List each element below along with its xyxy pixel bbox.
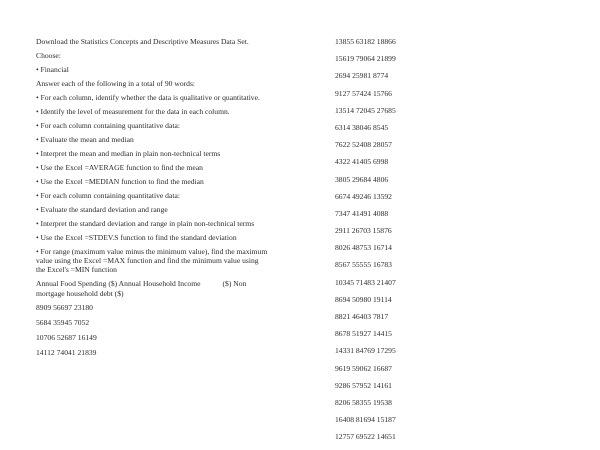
bullet-range-function: • For range (maximum value minus the minimum value), find the maximum value using the Excel =MAX function and find the minimum value using the Excel's =MIN function	[36, 247, 268, 275]
choose-label: Choose:	[36, 51, 61, 60]
data-row: 14331 84769 17295	[335, 346, 396, 356]
bullet-financial: • Financial	[36, 65, 69, 74]
data-row: 13514 72045 27685	[335, 105, 396, 115]
data-row: 10706 52687 16149	[36, 333, 97, 343]
data-row: 6674 49246 13592	[335, 191, 392, 201]
data-row: 8206 58355 19538	[335, 397, 392, 407]
data-row: 5684 35945 7052	[36, 317, 90, 327]
right-column	[335, 37, 455, 450]
data-row: 8694 50980 19114	[335, 294, 392, 304]
data-row: 7347 41491 4088	[335, 208, 389, 218]
data-row: 9127 57424 15766	[335, 88, 392, 98]
data-row: 9619 59062 16687	[335, 363, 392, 373]
data-row: 8678 51927 14415	[335, 329, 392, 339]
bullet-interpret-std-range: • Interpret the standard deviation and range in plain non-technical terms	[36, 219, 255, 228]
bullet-quantitative-columns-2: • For each column containing quantitative data:	[36, 191, 180, 200]
data-row: 2911 26703 15876	[335, 226, 392, 236]
data-header	[36, 279, 268, 297]
bullet-qualitative-quantitative: • For each column, identify whether the data is qualitative or quantitative.	[36, 93, 260, 102]
bullet-interpret-mean-median: • Interpret the mean and median in plain non-technical terms	[36, 149, 221, 158]
data-row: 7622 52408 28057	[335, 140, 392, 150]
data-header-part2: ($) Non mortgage household debt ($)	[36, 279, 247, 298]
data-header-part1: Annual Food Spending ($) Annual Household Income	[36, 279, 201, 289]
data-row: 12757 69522 14651	[335, 432, 396, 442]
data-row: 8567 55555 16783	[335, 260, 392, 270]
data-row: 13855 63182 18866	[335, 37, 396, 46]
left-column	[36, 37, 268, 363]
bullet-quantitative-columns-1: • For each column containing quantitative data:	[36, 121, 180, 130]
data-row: 4322 41405 6998	[335, 157, 389, 167]
data-row: 16408 81694 15187	[335, 415, 396, 425]
data-row: 9286 57952 14161	[335, 380, 392, 390]
data-row: 8909 56697 23180	[36, 302, 93, 312]
bullet-evaluate-std-range: • Evaluate the standard deviation and range	[36, 205, 168, 214]
data-row: 6314 38046 8545	[335, 122, 389, 132]
data-row: 15619 79064 21899	[335, 54, 396, 64]
data-row: 8026 48753 16714	[335, 243, 392, 253]
intro-paragraph: Download the Statistics Concepts and Descriptive Measures Data Set.	[36, 37, 249, 46]
bullet-average-function: • Use the Excel =AVERAGE function to find the mean	[36, 163, 203, 172]
instructions-heading: Answer each of the following in a total of 90 words:	[36, 79, 196, 88]
data-row: 10345 71483 21407	[335, 277, 396, 287]
bullet-evaluate-mean-median: • Evaluate the mean and median	[36, 135, 134, 144]
bullet-level-of-measurement: • Identify the level of measurement for the data in each column.	[36, 107, 230, 116]
data-row: 2694 25981 8774	[335, 71, 389, 81]
bullet-median-function: • Use the Excel =MEDIAN function to find the median	[36, 177, 204, 186]
data-row: 14112 74041 21839	[36, 348, 97, 358]
data-row: 8821 46403 7817	[335, 312, 389, 321]
data-row: 3805 29684 4806	[335, 174, 389, 184]
bullet-stdev-function: • Use the Excel =STDEV.S function to find the standard deviation	[36, 233, 237, 242]
